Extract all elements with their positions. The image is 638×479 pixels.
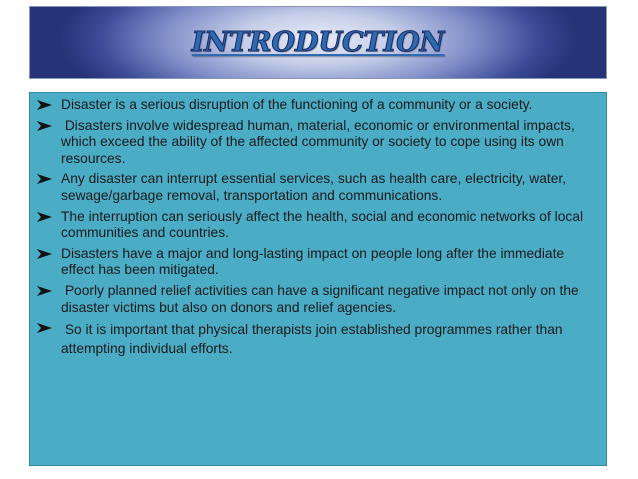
- list-item: [36, 246, 594, 279]
- list-item: [36, 118, 594, 168]
- arrowhead-bullet-icon: [36, 99, 53, 111]
- content-box: [29, 92, 607, 466]
- arrowhead-bullet-icon: [36, 322, 53, 334]
- arrowhead-bullet-icon: [36, 285, 53, 297]
- title-banner: [29, 6, 607, 79]
- bullet-text: Disasters have a major and long-lasting impact on people long after the immediate effect has been mitigated.: [61, 245, 565, 278]
- list-item: [36, 283, 594, 316]
- bullet-list: [36, 97, 594, 358]
- list-item: [36, 171, 594, 204]
- bullet-text: Disaster is a serious disruption of the functioning of a community or a society.: [61, 97, 533, 112]
- bullet-text: So it is important that physical therapists join established programmes rather than attempting individual efforts.: [61, 322, 567, 357]
- bullet-text: Any disaster can interrupt essential services, such as health care, electricity, water, sewage/garbage removal, transportation and communications.: [61, 171, 567, 203]
- bullet-text: Poorly planned relief activities can have a significant negative impact not only on the disaster victims but also on donors and relief agencies.: [61, 282, 583, 315]
- list-item: [36, 97, 594, 114]
- list-item: [36, 209, 594, 242]
- arrowhead-bullet-icon: [36, 120, 53, 132]
- list-item: [36, 320, 594, 358]
- arrowhead-bullet-icon: [36, 211, 53, 223]
- arrowhead-bullet-icon: [36, 173, 53, 185]
- bullet-text: The interruption can seriously affect the health, social and economic networks of local communities and countries.: [61, 208, 584, 241]
- bullet-text: Disasters involve widespread human, material, economic or environmental impacts, which exceed the ability of the affected community or society to cope using its own resources.: [61, 117, 579, 166]
- arrowhead-bullet-icon: [36, 248, 53, 260]
- slide-title: INTRODUCTION: [191, 27, 445, 58]
